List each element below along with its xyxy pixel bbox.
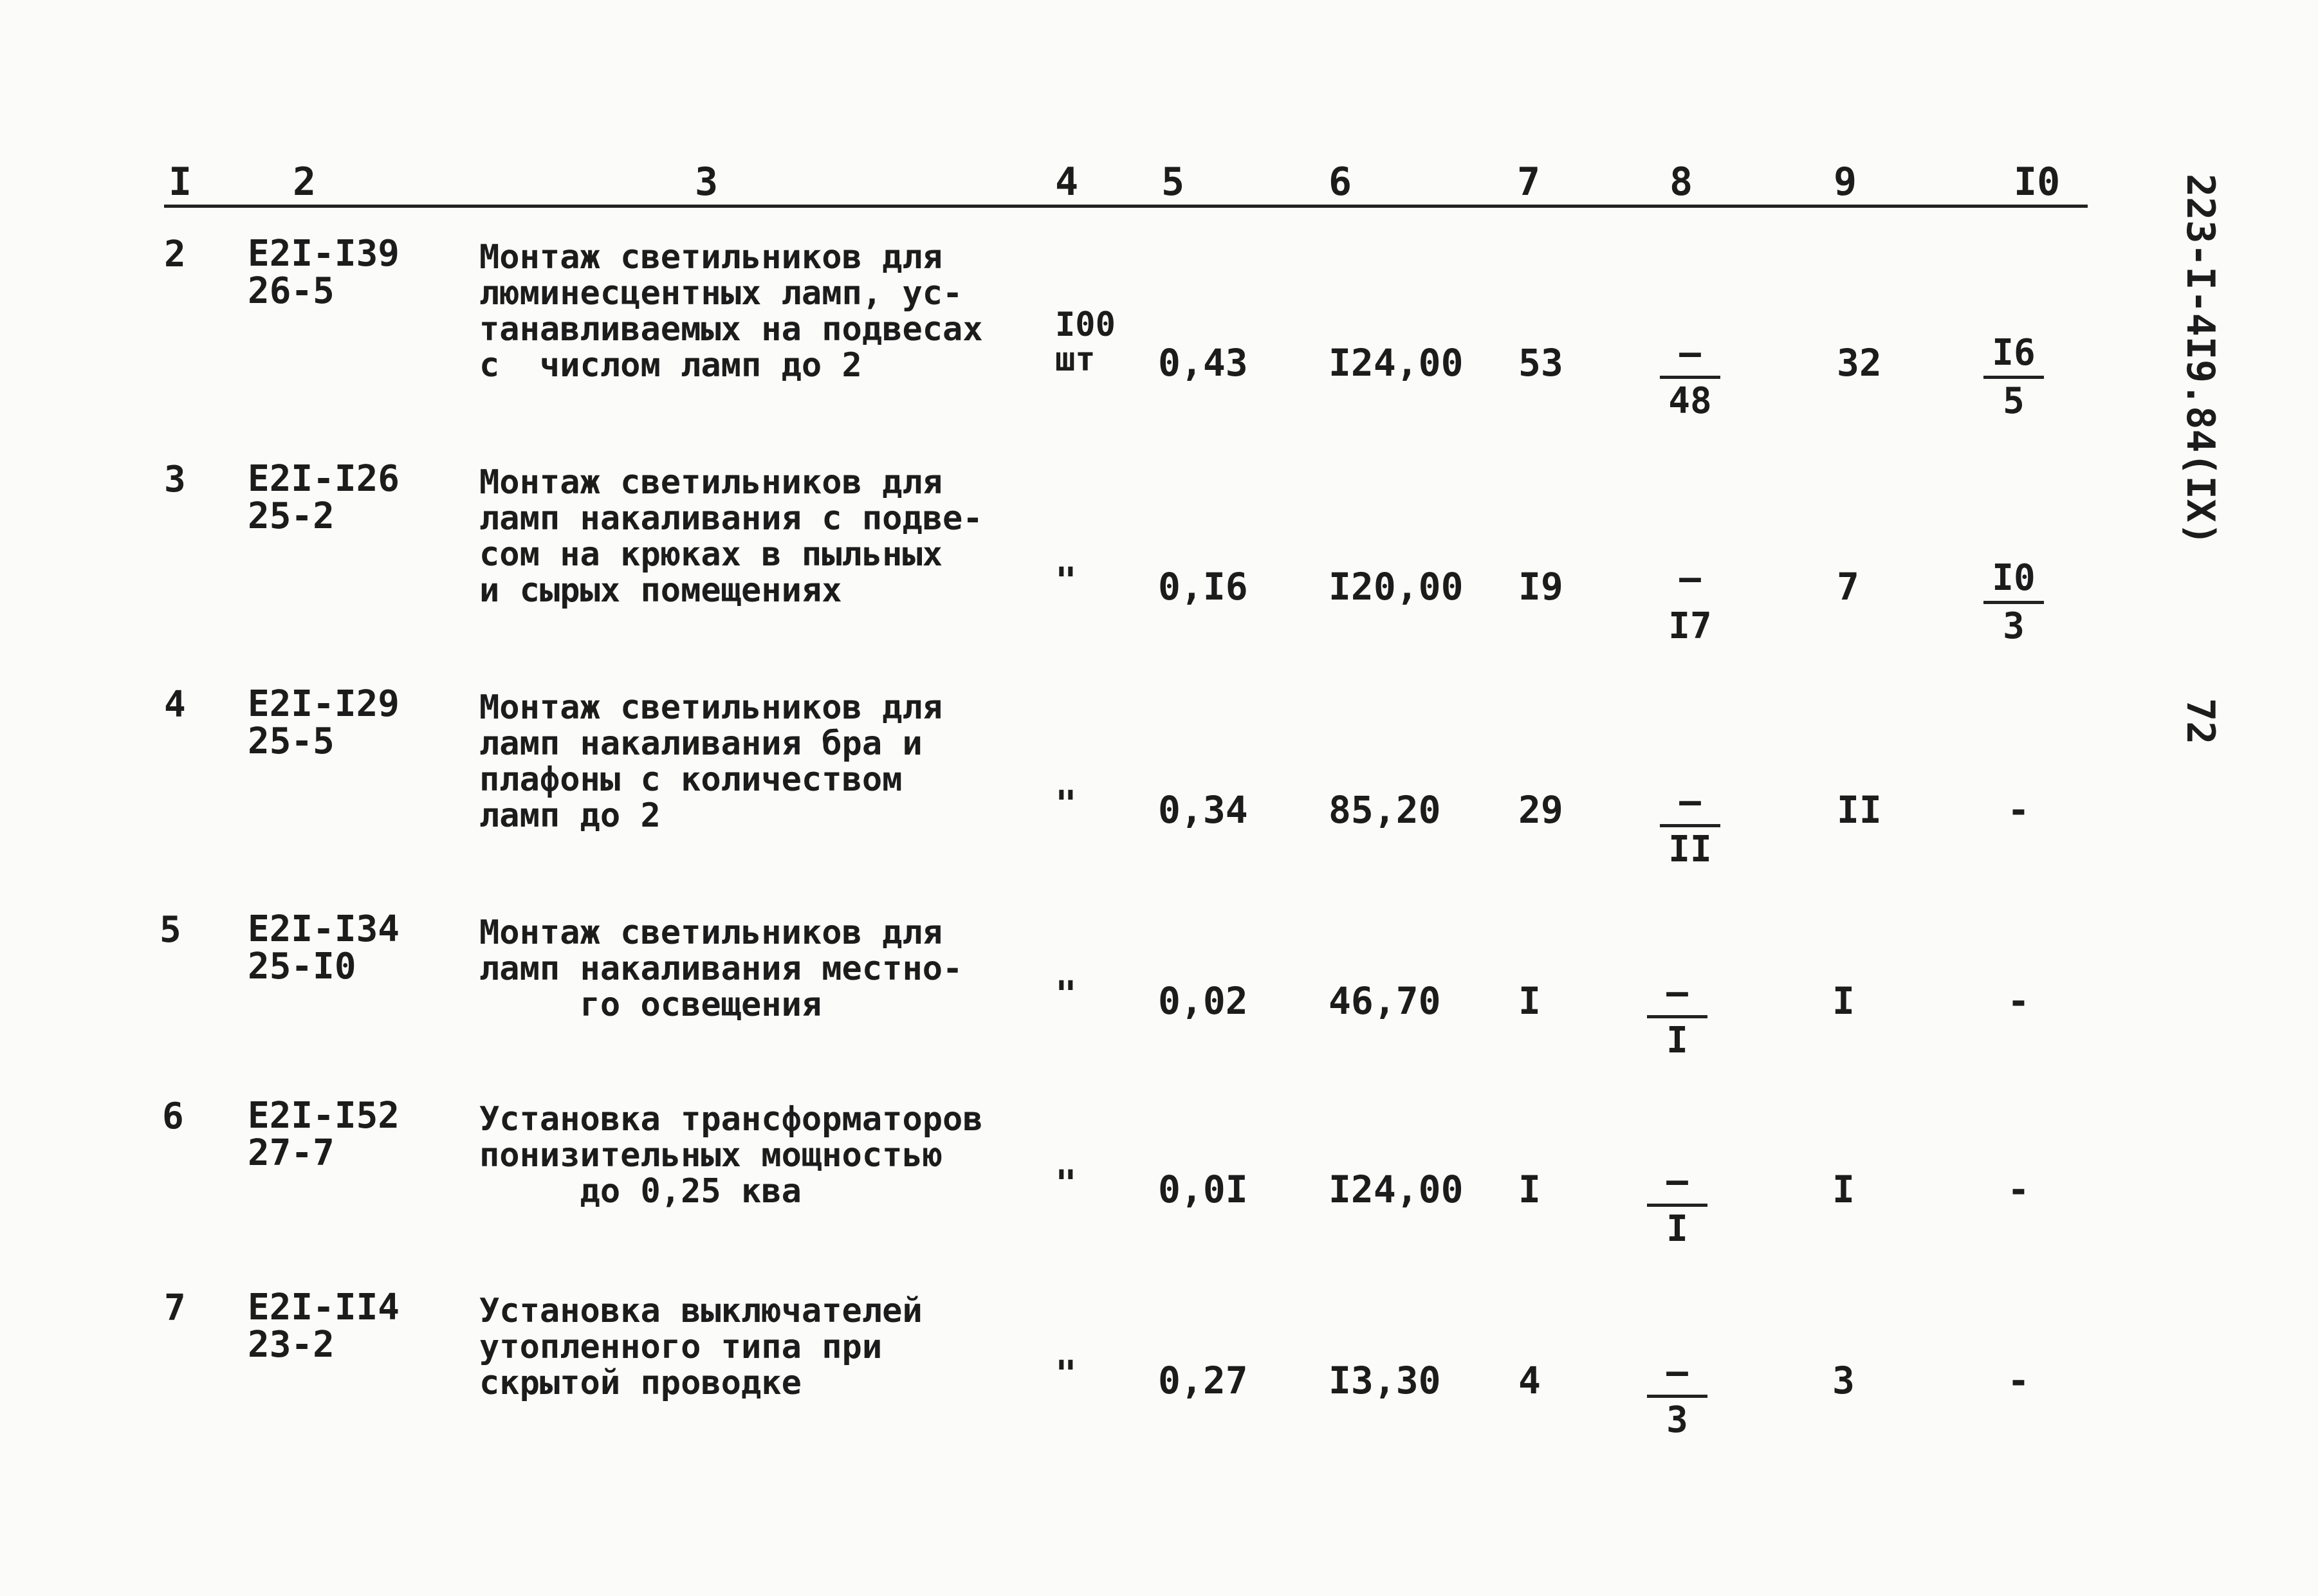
unit: " [1055,560,1077,602]
row-number: 4 [164,684,186,726]
norm-code: E2I-I29 25-5 [248,683,400,762]
value-col6: I24,00 [1329,1168,1464,1211]
value-col6: I24,00 [1329,341,1464,385]
value-col9: II [1837,788,1882,832]
col-header-10: I0 [2014,160,2061,205]
value-col6: 85,20 [1329,788,1441,832]
value-col7: I [1518,1168,1541,1211]
unit: " [1055,1163,1077,1205]
value-col5: 0,34 [1158,788,1248,832]
row-number: 7 [164,1287,186,1329]
value-col7: 29 [1518,788,1563,832]
fraction-col8: – I [1642,1161,1713,1249]
value-col6: 46,70 [1329,979,1441,1023]
row-number: 5 [160,909,181,951]
fraction-col8: – I7 [1668,557,1712,647]
fraction-col8: – II [1655,782,1725,870]
norm-code: E2I-I26 25-2 [248,458,400,537]
col-header-8: 8 [1670,160,1693,205]
row-number: 6 [162,1096,184,1137]
col-header-4: 4 [1055,160,1079,205]
unit: " [1055,974,1077,1016]
col-header-7: 7 [1517,160,1541,205]
value-col5: 0,27 [1158,1359,1248,1402]
col-header-2: 2 [293,160,317,205]
work-description: Установка трансформаторов понизительных мощностью до 0,25 ква [479,1100,983,1211]
norm-code: E2I-II4 23-2 [248,1287,400,1366]
page-number: 72 [2178,698,2223,745]
norm-code: E2I-I39 26-5 [248,233,400,312]
col-header-3: 3 [695,160,719,205]
col-header-9: 9 [1834,160,1857,205]
fraction-col10: I6 5 [1978,333,2049,421]
work-description: Монтаж светильников для ламп накаливания с подве- сом на крюках в пыльных и сырых помещениях [479,463,983,610]
value-col6: I20,00 [1329,565,1464,609]
fraction-col8: – 48 [1655,333,1725,421]
value-col9: 32 [1837,341,1882,385]
document-code: 223-I-4I9.84(IX) [2178,174,2223,546]
work-description: Монтаж светильников для ламп накаливания бра и плафоны с количеством ламп до 2 [479,688,943,835]
unit: I00 шт [1055,306,1116,379]
value-col5: 0,0I [1158,1168,1248,1211]
value-col10: - [2007,979,2030,1023]
header-rule [164,205,2088,208]
work-description: Монтаж светильников для люминесцентных ламп, ус- танавливаемых на подвесах с числом ламп до 2 [479,238,983,385]
value-col9: 7 [1837,565,1859,609]
value-col5: 0,I6 [1158,565,1248,609]
norm-code: E2I-I52 27-7 [248,1095,400,1174]
unit: " [1055,1353,1077,1395]
value-col10: - [2007,1168,2030,1211]
norm-code: E2I-I34 25-I0 [248,908,400,987]
value-col9: 3 [1832,1359,1855,1402]
fraction-col8: – 3 [1642,1352,1713,1440]
unit: " [1055,784,1077,825]
col-header-1: I [169,160,192,205]
work-description: Монтаж светильников для ламп накаливания местно- го освещения [479,913,963,1024]
work-description: Установка выключателей утопленного типа при скрытой проводке [479,1292,923,1402]
row-number: 3 [164,459,186,500]
fraction-col10: I0 3 [1978,558,2049,647]
value-col7: 53 [1518,341,1563,385]
col-header-6: 6 [1329,160,1352,205]
value-col7: I9 [1518,565,1563,609]
row-number: 2 [164,234,186,275]
value-col10: - [2007,788,2030,832]
value-col9: I [1832,979,1855,1023]
col-header-5: 5 [1161,160,1185,205]
value-col9: I [1832,1168,1855,1211]
value-col10: - [2007,1359,2030,1402]
value-col5: 0,43 [1158,341,1248,385]
value-col7: 4 [1518,1359,1541,1402]
value-col6: I3,30 [1329,1359,1441,1402]
value-col7: I [1518,979,1541,1023]
fraction-col8: – I [1642,973,1713,1061]
value-col5: 0,02 [1158,979,1248,1023]
